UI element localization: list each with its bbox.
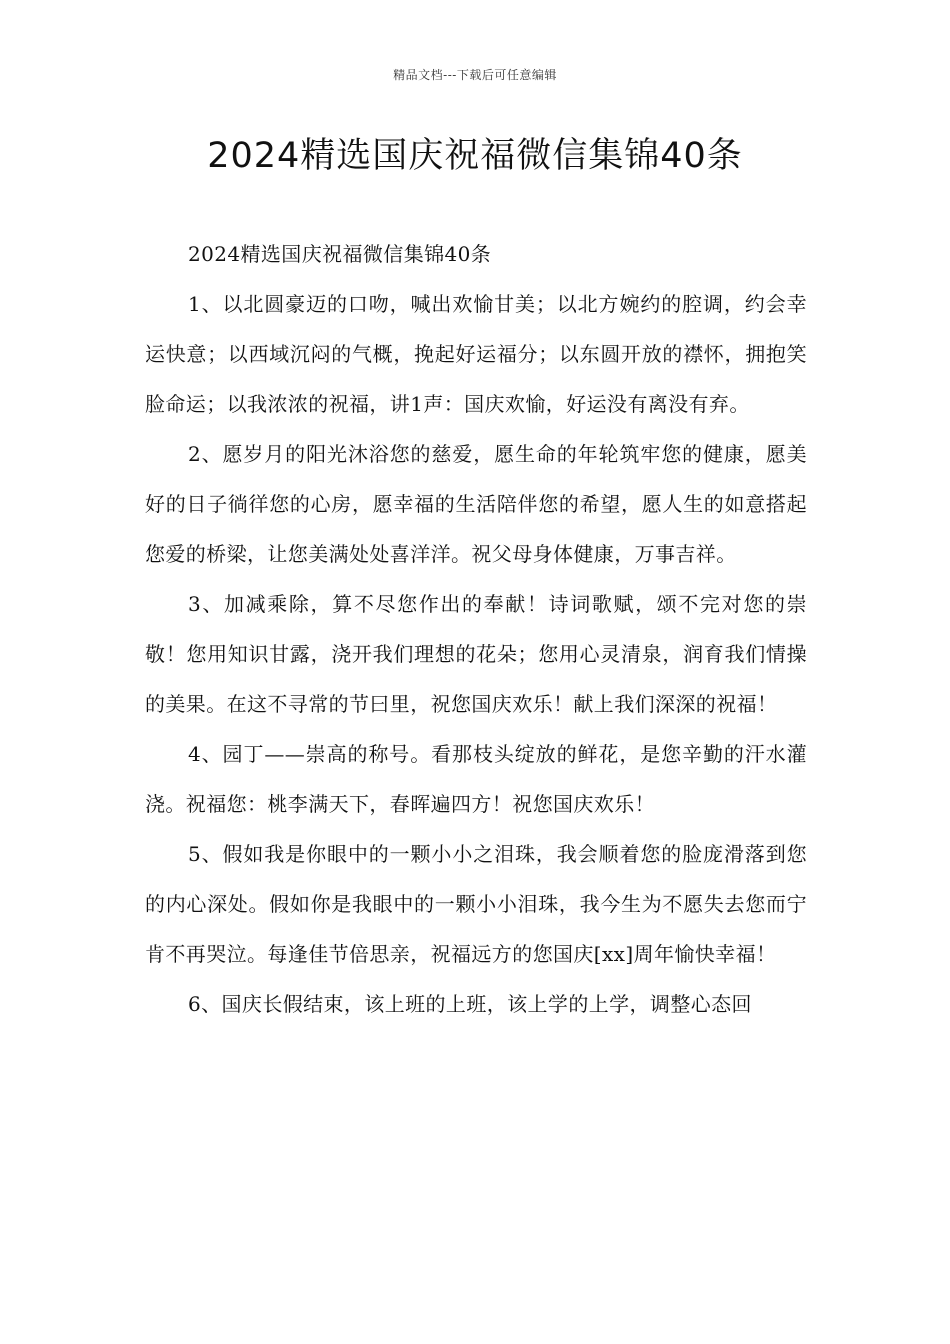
document-subtitle: 2024精选国庆祝福微信集锦40条 [188, 242, 492, 266]
header-note: 精品文档---下载后可任意编辑 [393, 68, 557, 82]
paragraph-1: 1、以北圆豪迈的口吻，喊出欢愉甘美；以北方婉约的腔调，约会幸运快意；以西域沉闷的气概，挽起好运福分；以东圆开放的襟怀，拥抱笑脸命运；以我浓浓的祝福，讲1声：国庆欢愉，好运没有离没有弃。 [145, 292, 807, 416]
paragraph-4: 4、园丁——崇高的称号。看那枝头绽放的鲜花，是您辛勤的汗水灌浇。祝福您：桃李满天下，春晖遍四方！祝您国庆欢乐！ [145, 742, 807, 816]
paragraph-6: 6、国庆长假结束，该上班的上班，该上学的上学，调整心态回 [188, 992, 752, 1016]
document-body [145, 229, 807, 1029]
paragraph-2: 2、愿岁月的阳光沐浴您的慈爱，愿生命的年轮筑牢您的健康，愿美好的日子徜徉您的心房，愿幸福的生活陪伴您的希望，愿人生的如意搭起您爱的桥梁，让您美满处处喜洋洋。祝父母身体健康，万事吉祥。 [145, 442, 807, 566]
document-title: 2024精选国庆祝福微信集锦40条 [207, 136, 743, 176]
paragraph-5: 5、假如我是你眼中的一颗小小之泪珠，我会顺着您的脸庞滑落到您的内心深处。假如你是我眼中的一颗小小泪珠，我今生为不愿失去您而宁肯不再哭泣。每逢佳节倍思亲，祝福远方的您国庆[xx]周年愉快幸福！ [145, 842, 807, 966]
paragraph-3: 3、加减乘除，算不尽您作出的奉献！诗词歌赋，颂不完对您的崇敬！您用知识甘露，浇开我们理想的花朵；您用心灵清泉，润育我们情操的美果。在这不寻常的节曰里，祝您国庆欢乐！献上我们深深的祝福！ [145, 592, 807, 716]
